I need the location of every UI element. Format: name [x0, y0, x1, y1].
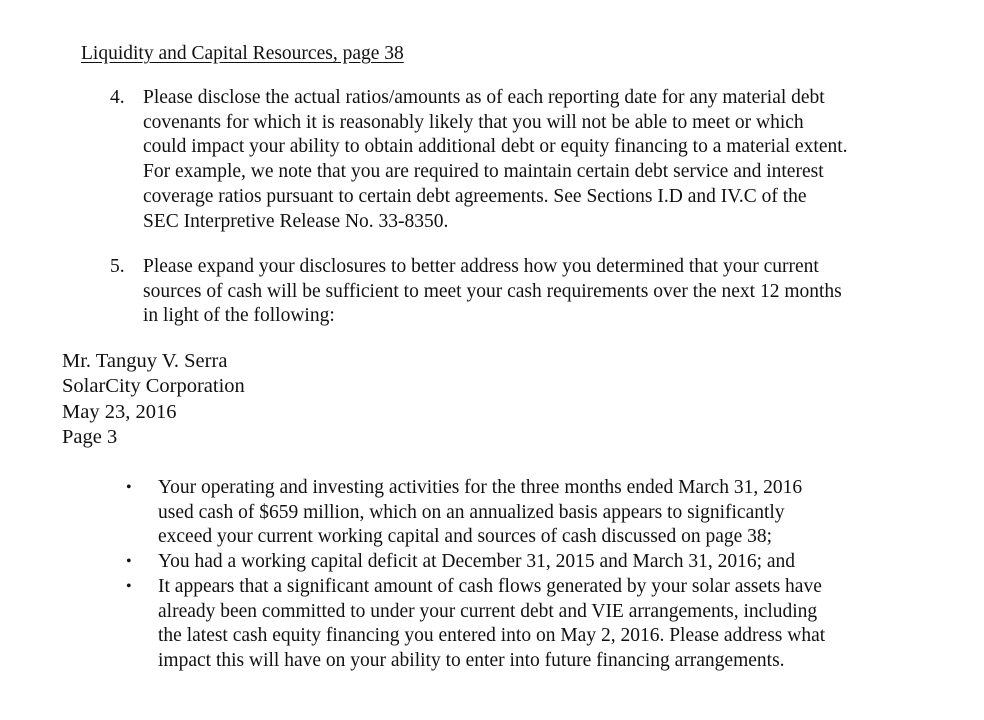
bullet-item [120, 550, 940, 575]
comment-line: in light of the following: [143, 305, 335, 327]
bullet-item [120, 575, 940, 674]
section-heading: Liquidity and Capital Resources, page 38 [81, 43, 404, 64]
comment-number: 4. [110, 87, 125, 108]
comment-line: coverage ratios pursuant to certain debt agreements. See Sections I.D and IV.C of the [143, 185, 807, 207]
bullet-icon: • [126, 479, 132, 496]
page-number: Page 3 [62, 425, 118, 448]
comment-text [143, 255, 910, 329]
bullet-line: Your operating and investing activities for the three months ended March 31, 2016 [158, 477, 803, 498]
bullet-icon: • [126, 553, 132, 571]
bullet-line: impact this will have on your ability to enter into future financing arrangements. [158, 649, 785, 671]
comment-item-4 [110, 86, 910, 234]
page-header-block [62, 349, 245, 450]
comment-line: Please expand your disclosures to better address how you determined that your current [143, 256, 819, 277]
bullet-line: It appears that a significant amount of cash flows generated by your solar assets have [158, 575, 822, 597]
comment-line: For example, we note that you are required to maintain certain debt service and interest [143, 161, 824, 183]
comment-number: 5. [110, 256, 125, 277]
bullet-line: used cash of $659 million, which on an annualized basis appears to significantly [158, 501, 785, 523]
comment-line: sources of cash will be sufficient to meet your cash requirements over the next 12 months [143, 280, 842, 302]
bullet-text [158, 476, 802, 550]
comment-line: could impact your ability to obtain additional debt or equity financing to a material extent. [143, 136, 848, 158]
comment-text [143, 86, 910, 234]
bullet-line: You had a working capital deficit at December 31, 2015 and March 31, 2016; and [158, 551, 796, 573]
bullet-icon: • [126, 577, 132, 595]
comment-line: Please disclose the actual ratios/amounts as of each reporting date for any material debt [143, 87, 825, 108]
comment-line: covenants for which it is reasonably likely that you will not be able to meet or which [143, 111, 804, 133]
bullet-list [120, 476, 940, 674]
recipient-name: Mr. Tanguy V. Serra [62, 350, 228, 372]
company-name: SolarCity Corporation [62, 375, 245, 398]
bullet-text [158, 550, 795, 575]
bullet-line: the latest cash equity financing you entered into on May 2, 2016. Please address what [158, 625, 826, 647]
comment-item-5 [110, 255, 910, 329]
bullet-line: already been committed to under your current debt and VIE arrangements, including [158, 600, 818, 622]
bullet-item [120, 476, 940, 550]
comment-line: SEC Interpretive Release No. 33-8350. [143, 210, 449, 232]
bullet-text [158, 575, 825, 674]
letter-date: May 23, 2016 [62, 400, 177, 423]
bullet-line: exceed your current working capital and sources of cash discussed on page 38; [158, 526, 773, 548]
